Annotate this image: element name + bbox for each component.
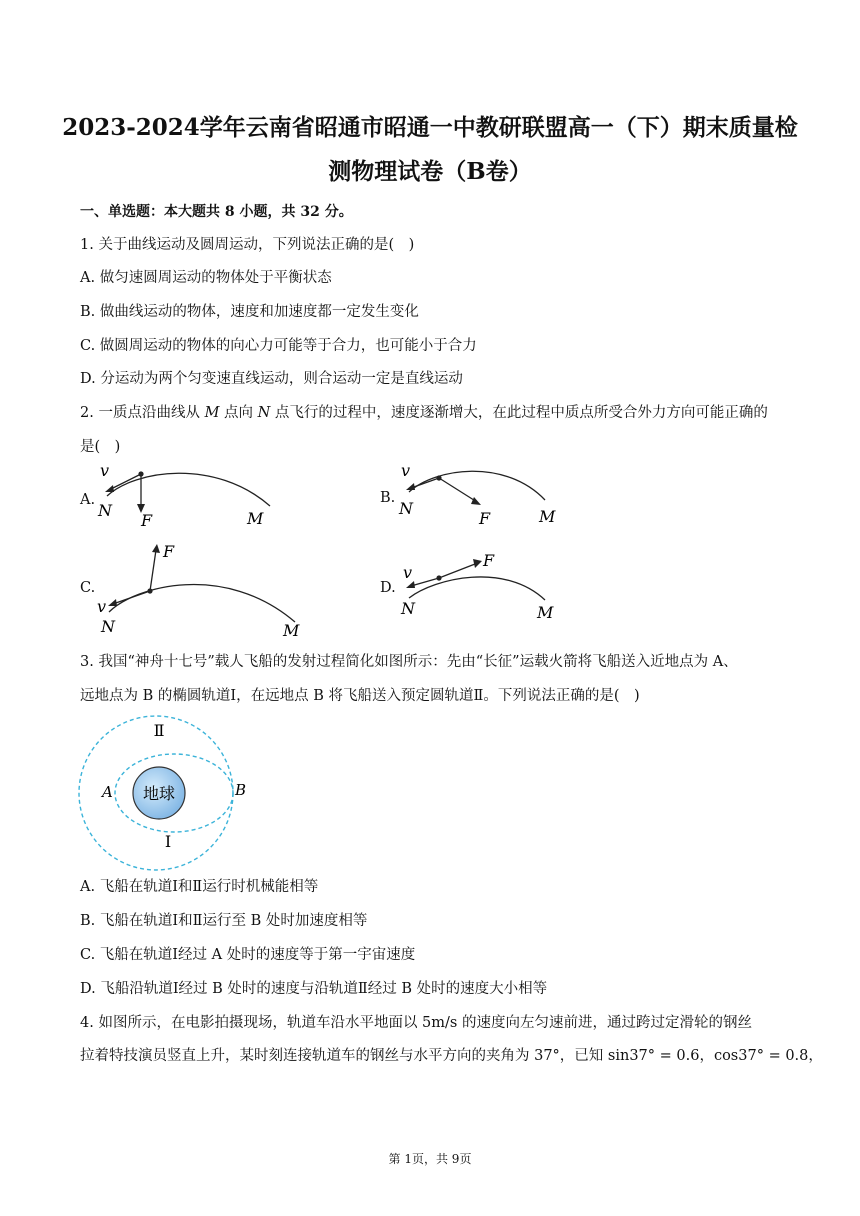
orbit-2-label: Ⅱ [153,721,165,740]
q3-stem-line1: 3. 我国“神舟十七号”载人飞船的发射过程简化如图所示：先由“长征”运载火箭将飞船送入近地点为 A、 [80,654,738,670]
q2-option-c-label: C. [80,580,96,596]
velocity-label: v [97,597,107,616]
orbit-1-label: Ⅰ [164,832,172,851]
q2-option-b-label: B. [380,490,396,506]
point-m-label: M [283,621,300,640]
point-b-label: B [235,781,247,799]
q1-option-d: D. 分运动为两个匀变速直线运动，则合运动一定是直线运动 [80,371,463,387]
force-label: F [483,551,495,570]
force-label: F [141,511,153,530]
q4-stem-line2: 拉着特技演员竖直上升，某时刻连接轨道车的钢丝与水平方向的夹角为 37°，已知 sin37° = 0.6，cos37° = 0.8， [80,1048,823,1064]
q1-option-a: A. 做匀速圆周运动的物体处于平衡状态 [80,270,332,286]
force-label: F [163,542,175,561]
q3-orbit-figure [78,716,268,876]
q2-option-a-label: A. [80,492,96,508]
point-m-label: M [539,507,556,526]
q2-figure-b [395,462,595,532]
point-n-label: N [399,499,413,518]
point-a-label: A [102,783,113,801]
point-m-label: M [537,603,554,622]
section-heading: 一、单选题：本大题共 8 小题，共 32 分。 [80,204,353,220]
q2-figure-a [95,460,295,530]
q2-stem-cont: 是( ) [80,439,121,455]
point-n-label: N [101,617,115,636]
q1-stem: 1. 关于曲线运动及圆周运动，下列说法正确的是( ) [80,237,415,253]
paper-title-line2: 测物理试卷（B卷） [328,158,532,185]
paper-title-line1: 2023-2024学年云南省昭通市昭通一中教研联盟高一（下）期末质量检 [62,114,798,141]
velocity-label: v [403,563,413,582]
page-footer: 第 1页，共 9页 [388,1152,472,1166]
point-m-label: M [247,509,264,528]
q3-option-a: A. 飞船在轨道Ⅰ和Ⅱ运行时机械能相等 [80,879,319,895]
q4-stem-line1: 4. 如图所示，在电影拍摄现场，轨道车沿水平地面以 5m/s 的速度向左匀速前进，通过跨过定滑轮的钢丝 [80,1015,752,1031]
point-n-label: N [98,501,112,520]
q1-option-b: B. 做曲线运动的物体，速度和加速度都一定发生变化 [80,304,419,320]
q2-stem: 2. 一质点沿曲线从 M 点向 N 点飞行的过程中，速度逐渐增大，在此过程中质点所受合外力方向可能正确的 [80,405,768,421]
velocity-label: v [100,461,110,480]
q2-option-d-label: D. [380,580,396,596]
q3-stem-line2: 远地点为 B 的椭圆轨道Ⅰ，在远地点 B 将飞船送入预定圆轨道Ⅱ。下列说法正确的是( ) [80,688,640,704]
earth-label: 地球 [142,784,176,803]
force-label: F [479,509,491,528]
q2-figure-d [395,548,595,628]
q1-option-c: C. 做圆周运动的物体的向心力可能等于合力，也可能小于合力 [80,338,477,354]
q3-option-d: D. 飞船沿轨道Ⅰ经过 B 处时的速度与沿轨道Ⅱ经过 B 处时的速度大小相等 [80,981,548,997]
q3-option-b: B. 飞船在轨道Ⅰ和Ⅱ运行至 B 处时加速度相等 [80,913,368,929]
velocity-label: v [401,461,411,480]
q2-figure-c [95,540,315,640]
point-n-label: N [401,599,415,618]
q3-option-c: C. 飞船在轨道Ⅰ经过 A 处时的速度等于第一宇宙速度 [80,947,416,963]
